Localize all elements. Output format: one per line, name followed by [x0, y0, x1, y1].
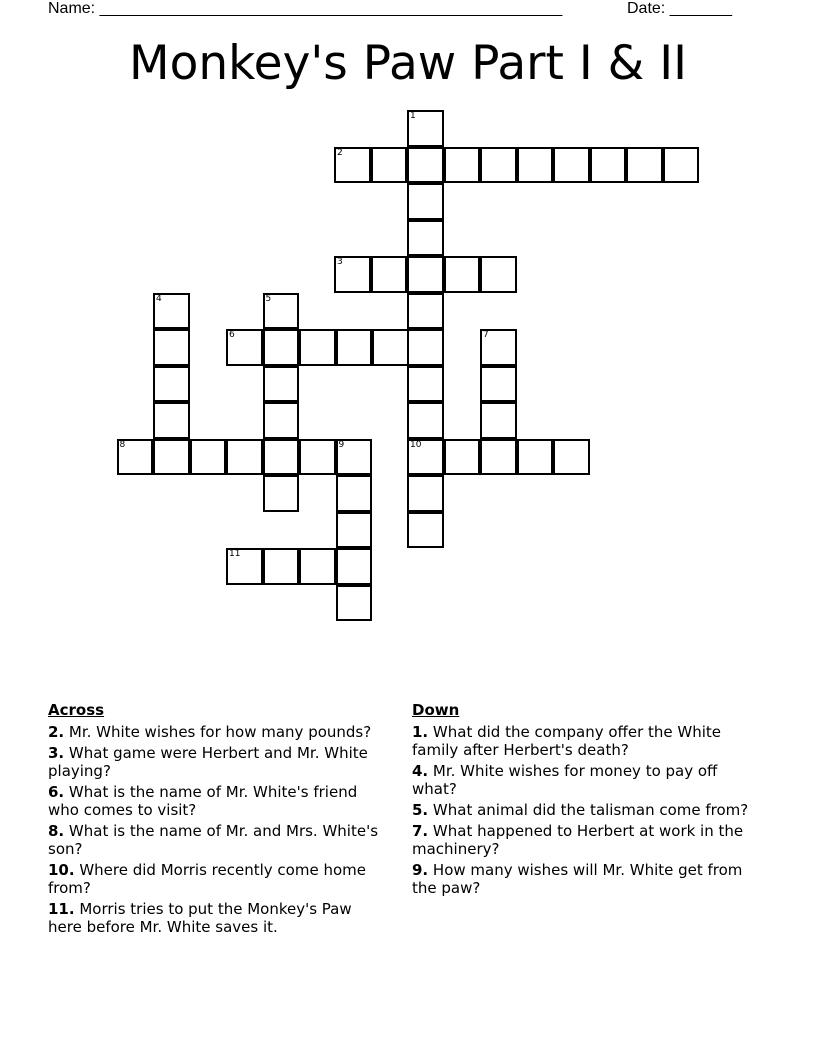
grid-cell[interactable]: [407, 256, 444, 293]
across-clue: [48, 783, 388, 819]
grid-cell[interactable]: [153, 439, 190, 476]
date-field-label[interactable]: Date: _______: [627, 0, 732, 17]
clue-text: What happened to Herbert at work in the machinery?: [412, 822, 744, 858]
grid-cell[interactable]: [517, 147, 554, 184]
down-heading: Down: [412, 701, 460, 719]
grid-cell[interactable]: [153, 293, 190, 330]
grid-cell[interactable]: [226, 329, 263, 366]
clue-number: 1: [410, 111, 416, 121]
grid-cell[interactable]: [334, 256, 371, 293]
clue-number: 7: [483, 330, 489, 340]
name-field-label[interactable]: Name: ____________________________________________________: [48, 0, 563, 17]
grid-cell[interactable]: [263, 475, 300, 512]
clue-number: 11: [229, 549, 241, 559]
clue-text: Where did Morris recently come home from?: [48, 861, 366, 897]
clue-text: What did the company offer the White family after Herbert's death?: [412, 723, 722, 759]
grid-cell[interactable]: [480, 256, 517, 293]
clue-num: 10.: [48, 861, 75, 879]
grid-cell[interactable]: [263, 329, 300, 366]
grid-cell[interactable]: [263, 366, 300, 403]
clue-num: 5.: [412, 801, 429, 819]
clue-text: Morris tries to put the Monkey's Paw here before Mr. White saves it.: [48, 900, 352, 936]
clue-number: 9: [338, 439, 345, 450]
clue-number: 2: [337, 147, 343, 158]
grid-cell[interactable]: [407, 366, 444, 403]
clue-text: What game were Herbert and Mr. White playing?: [48, 744, 368, 780]
grid-cell[interactable]: [590, 147, 627, 184]
clue-num: 8.: [48, 822, 65, 840]
grid-cell[interactable]: [444, 256, 481, 293]
grid-cell[interactable]: [407, 147, 444, 184]
grid-cell[interactable]: [480, 439, 517, 476]
grid-cell[interactable]: [117, 439, 154, 476]
clue-num: 1.: [412, 723, 429, 741]
grid-cell[interactable]: [336, 439, 373, 476]
grid-cell[interactable]: [407, 402, 444, 439]
clue-num: 7.: [412, 822, 429, 840]
across-clue: [48, 900, 388, 936]
clue-text: Mr. White wishes for money to pay off what?: [412, 762, 718, 798]
across-clue: [48, 822, 388, 858]
grid-cell[interactable]: [336, 329, 373, 366]
grid-cell[interactable]: [407, 293, 444, 330]
grid-cell[interactable]: [372, 329, 409, 366]
grid-cell[interactable]: [407, 439, 444, 476]
grid-cell[interactable]: [153, 366, 190, 403]
grid-cell[interactable]: [299, 439, 336, 476]
grid-cell[interactable]: [226, 439, 263, 476]
grid-cell[interactable]: [334, 147, 371, 184]
clue-num: 3.: [48, 744, 65, 762]
grid-cell[interactable]: [153, 329, 190, 366]
grid-cell[interactable]: [444, 147, 481, 184]
grid-cell[interactable]: [336, 585, 373, 622]
clue-num: 2.: [48, 723, 65, 741]
grid-cell[interactable]: [407, 183, 444, 220]
clue-text: What animal did the talisman come from?: [428, 801, 749, 819]
down-clue: [412, 723, 757, 759]
puzzle-title: Monkey's Paw Part I & II: [129, 36, 687, 91]
grid-cell[interactable]: [407, 475, 444, 512]
grid-cell[interactable]: [263, 402, 300, 439]
grid-cell[interactable]: [480, 147, 517, 184]
clue-text: What is the name of Mr. White's friend who comes to visit?: [48, 783, 358, 819]
grid-cell[interactable]: [407, 512, 444, 549]
grid-cell[interactable]: [336, 475, 373, 512]
grid-cell[interactable]: [190, 439, 227, 476]
down-clue: [412, 762, 757, 798]
clue-number: 3: [337, 257, 343, 267]
grid-cell[interactable]: [371, 256, 408, 293]
grid-cell[interactable]: [299, 548, 336, 585]
across-clue: [48, 723, 388, 741]
grid-cell[interactable]: [480, 329, 517, 366]
across-clue: [48, 744, 388, 780]
grid-cell[interactable]: [553, 439, 590, 476]
grid-cell[interactable]: [336, 548, 373, 585]
across-heading: Across: [48, 701, 105, 719]
grid-cell[interactable]: [407, 110, 444, 147]
clue-number: 5: [265, 293, 272, 304]
grid-cell[interactable]: [263, 548, 300, 585]
across-clues: [48, 701, 388, 939]
grid-cell[interactable]: [444, 439, 481, 476]
grid-cell[interactable]: [407, 329, 444, 366]
clue-number: 4: [156, 293, 162, 304]
clue-number: 10: [410, 439, 422, 450]
clue-num: 4.: [412, 762, 429, 780]
clue-text: Mr. White wishes for how many pounds?: [64, 723, 372, 741]
grid-cell[interactable]: [371, 147, 408, 184]
grid-cell[interactable]: [263, 439, 300, 476]
grid-cell[interactable]: [553, 147, 590, 184]
grid-cell[interactable]: [626, 147, 663, 184]
clue-num: 11.: [48, 900, 75, 918]
grid-cell[interactable]: [663, 147, 700, 184]
down-clues: [412, 701, 757, 900]
clue-number: 6: [229, 330, 235, 340]
grid-cell[interactable]: [480, 402, 517, 439]
clue-text: How many wishes will Mr. White get from the paw?: [412, 861, 743, 897]
down-clue: [412, 801, 757, 819]
down-clue: [412, 861, 757, 897]
clue-num: 9.: [412, 861, 429, 879]
grid-cell[interactable]: [517, 439, 554, 476]
grid-cell[interactable]: [299, 329, 336, 366]
grid-cell[interactable]: [480, 366, 517, 403]
grid-cell[interactable]: [407, 220, 444, 257]
clue-num: 6.: [48, 783, 65, 801]
grid-cell[interactable]: [336, 512, 373, 549]
grid-cell[interactable]: [226, 548, 263, 585]
clue-number: 8: [119, 439, 126, 450]
clue-text: What is the name of Mr. and Mrs. White's son?: [48, 822, 379, 858]
grid-cell[interactable]: [153, 402, 190, 439]
down-clue: [412, 822, 757, 858]
across-clue: [48, 861, 388, 897]
grid-cell[interactable]: [263, 293, 300, 330]
